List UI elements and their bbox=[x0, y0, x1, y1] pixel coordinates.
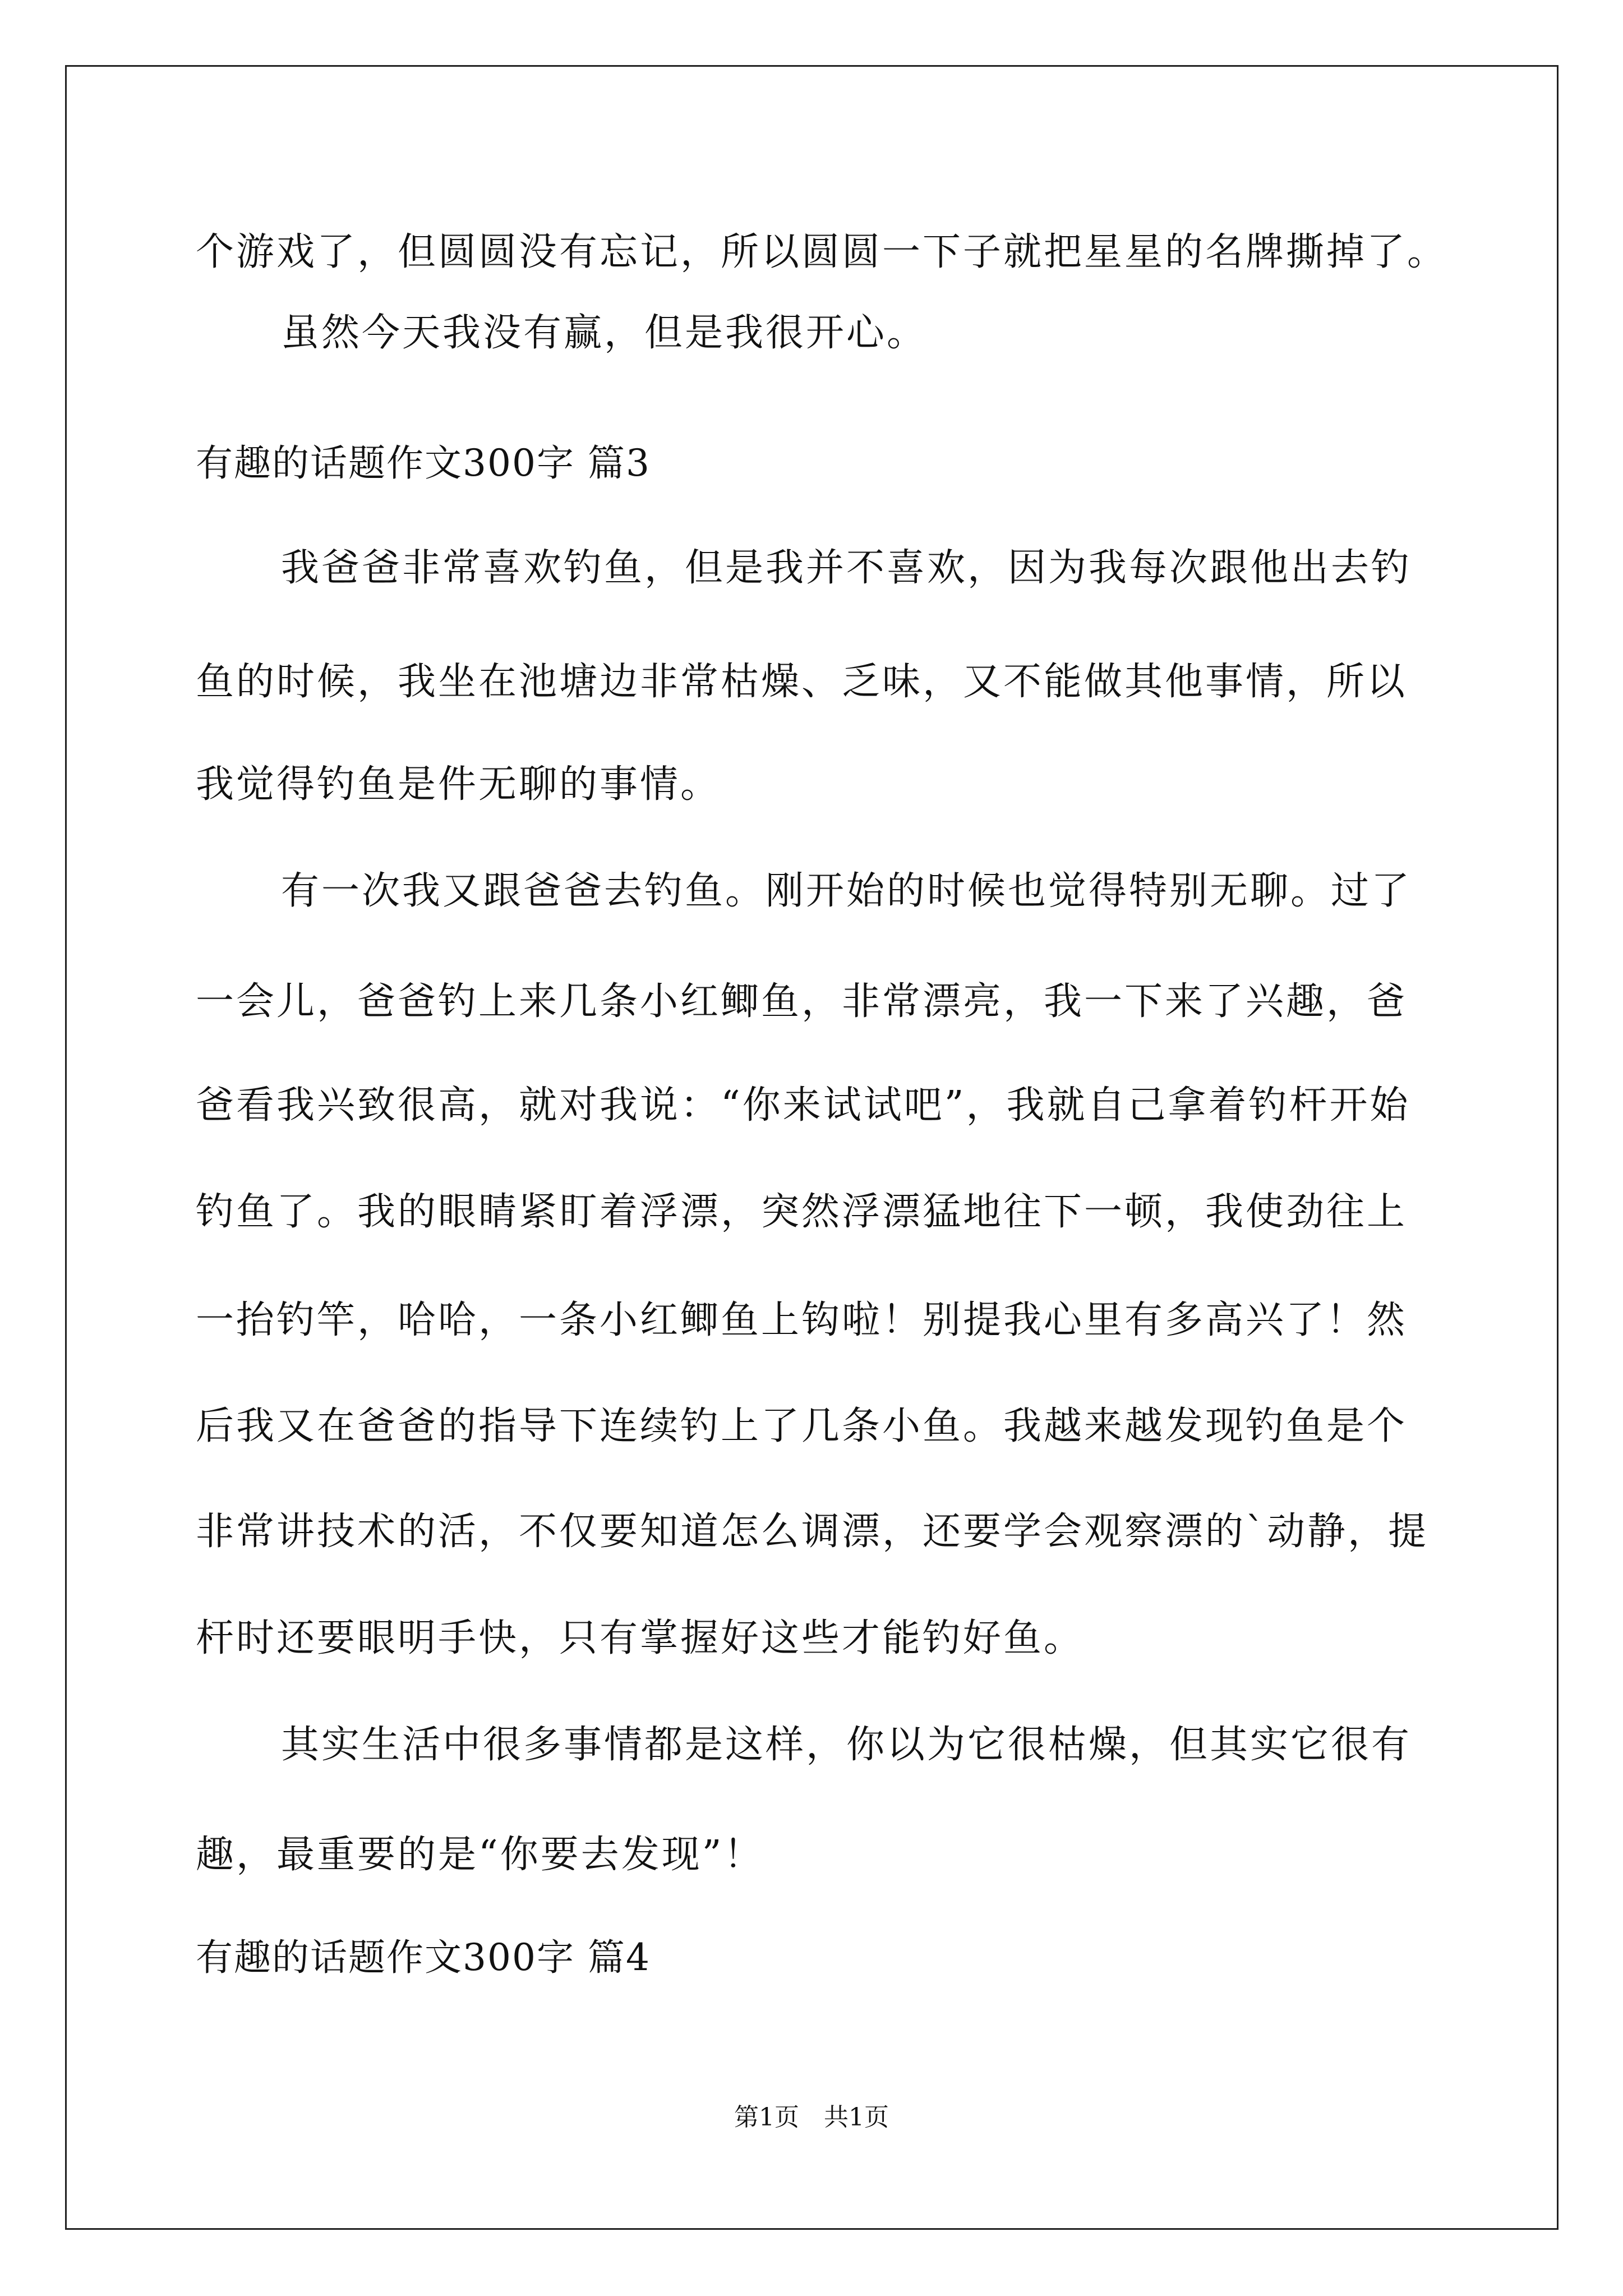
paragraph-line: 有一次我又跟爸爸去钓鱼。刚开始的时候也觉得特别无聊。过了 bbox=[281, 869, 1412, 913]
page-number-footer: 第1页 共1页 bbox=[734, 2103, 889, 2132]
paragraph-line: 一会儿，爸爸钓上来几条小红鲫鱼，非常漂亮，我一下来了兴趣，爸 bbox=[196, 979, 1408, 1024]
paragraph-line: 趣，最重要的是“你要去发现”！ bbox=[196, 1833, 764, 1877]
paragraph-line: 爸看我兴致很高，就对我说：“你来试试吧”，我就自己拿着钓杆开始 bbox=[196, 1083, 1410, 1128]
paragraph-line: 钓鱼了。我的眼睛紧盯着浮漂，突然浮漂猛地往下一顿，我使劲往上 bbox=[196, 1190, 1408, 1234]
section-heading: 有趣的话题作文300字 篇3 bbox=[196, 441, 651, 485]
paragraph-line: 一抬钓竿，哈哈，一条小红鲫鱼上钩啦！别提我心里有多高兴了！然 bbox=[196, 1298, 1408, 1342]
paragraph-line: 后我又在爸爸的指导下连续钓上了几条小鱼。我越来越发现钓鱼是个 bbox=[196, 1404, 1408, 1448]
paragraph-line: 虽然今天我没有赢，但是我很开心。 bbox=[281, 311, 928, 355]
paragraph-line: 个游戏了，但圆圆没有忘记，所以圆圆一下子就把星星的名牌撕掉了。 bbox=[196, 230, 1448, 274]
paragraph-line: 杆时还要眼明手快，只有掌握好这些才能钓好鱼。 bbox=[196, 1616, 1085, 1660]
paragraph-line: 非常讲技术的活，不仅要知道怎么调漂，还要学会观察漂的`动静，提 bbox=[196, 1510, 1429, 1554]
page-border bbox=[65, 65, 1559, 2230]
paragraph-line: 其实生活中很多事情都是这样，你以为它很枯燥，但其实它很有 bbox=[281, 1723, 1412, 1767]
paragraph-line: 我觉得钓鱼是件无聊的事情。 bbox=[196, 762, 721, 807]
paragraph-line: 鱼的时候，我坐在池塘边非常枯燥、乏味，又不能做其他事情，所以 bbox=[196, 660, 1408, 704]
section-heading: 有趣的话题作文300字 篇4 bbox=[196, 1936, 651, 1979]
paragraph-line: 我爸爸非常喜欢钓鱼，但是我并不喜欢，因为我每次跟他出去钓 bbox=[281, 546, 1412, 590]
